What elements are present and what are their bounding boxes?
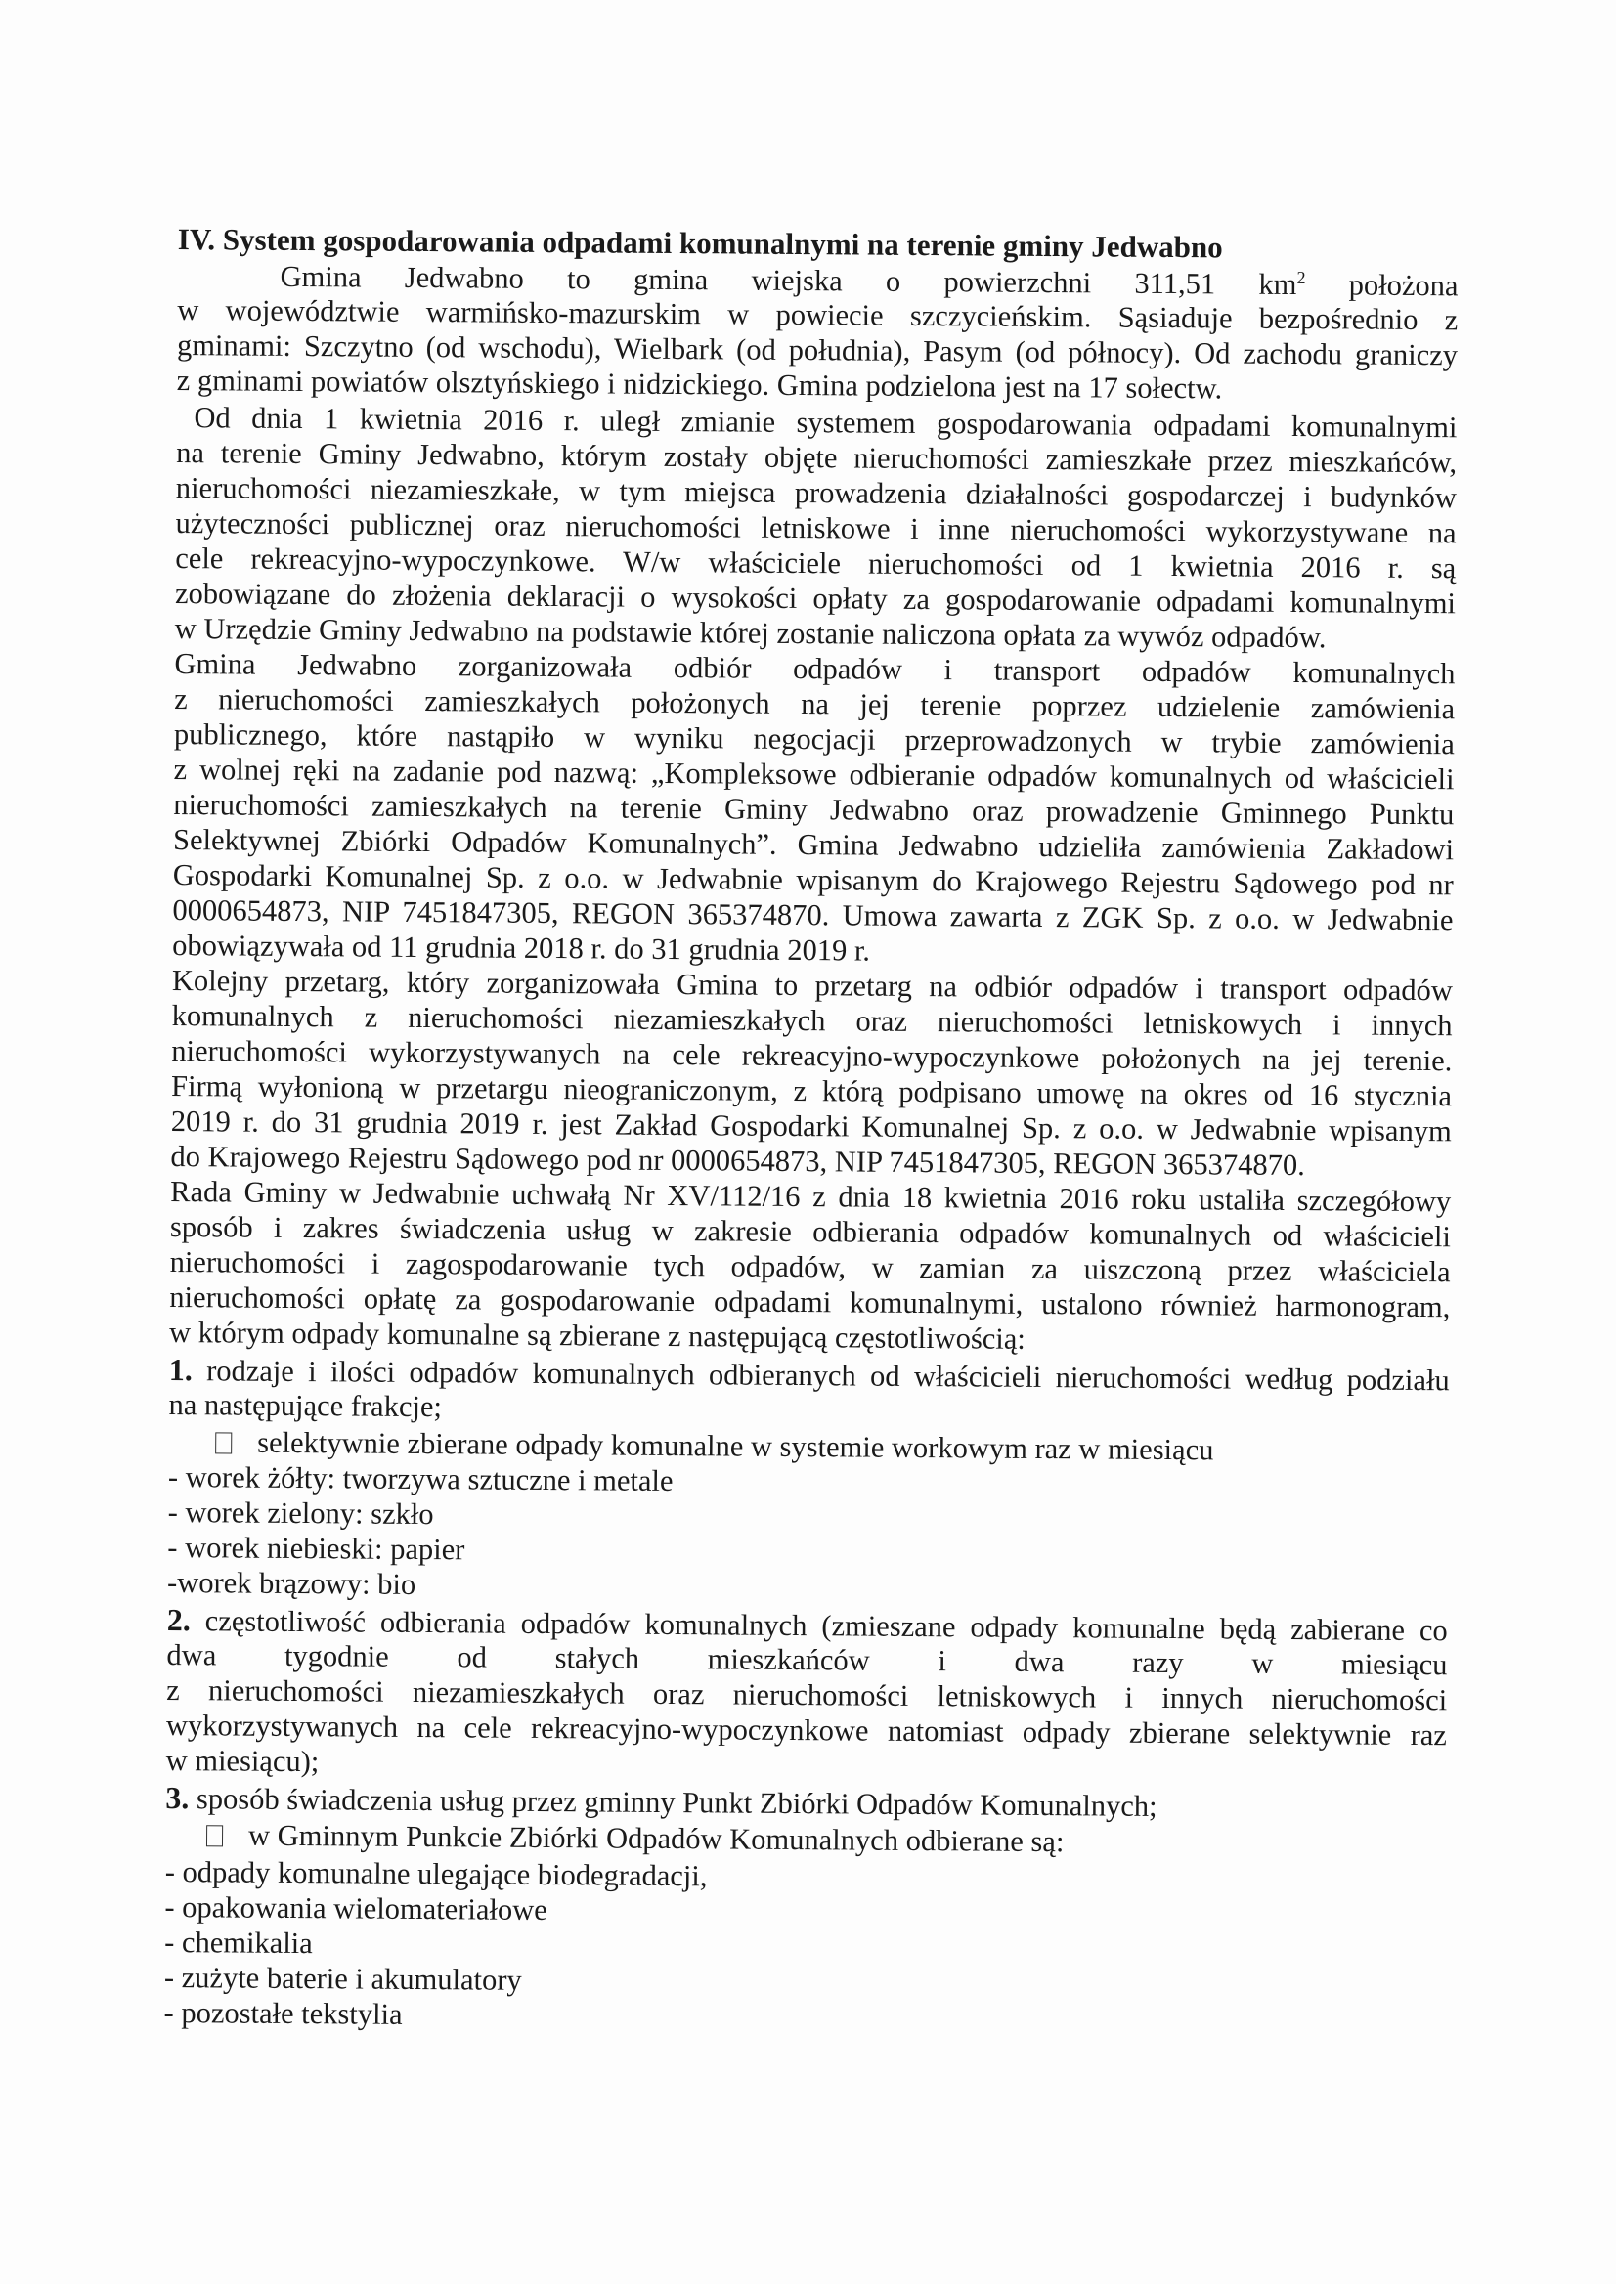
resolution-line: nieruchomości i zagospodarowanie tych odpadów, w zamian za uiszczoną przez właściciela [169, 1244, 1451, 1289]
collection-item: - odpady komunalne ulegające biodegradacji, [164, 1854, 708, 1893]
tender1-line: obowiązywała od 11 grudnia 2018 r. do 31 grudnia 2019 r. [172, 928, 871, 968]
section3-text: sposób świadczenia usług przez gminny Punkt Zbiórki Odpadów Komunalnych; [189, 1782, 1157, 1823]
checkbox-bullet-icon [206, 1825, 223, 1846]
collection-item: - zużyte baterie i akumulatory [163, 1960, 522, 1997]
section2-text: częstotliwość odbierania odpadów komunalnych (zmieszane odpady komunalne będą zabierane co [190, 1604, 1448, 1648]
system-line: nieruchomości niezamieszkałe, w tym miejsca prowadzenia działalności gospodarczej i budynków [175, 471, 1457, 515]
tender1-line: Gospodarki Komunalnej Sp. z o.o. w Jedwabnie wpisanym do Krajowego Rejestru Sądowego pod nr [172, 857, 1454, 902]
tender1-line: z nieruchomości zamieszkałych położonych na jej terenie poprzez udzielenie zamówienia [174, 682, 1456, 726]
system-line: na terenie Gminy Jedwabno, którym zostały objęte nieruchomości zamieszkałe przez mieszkańców, [176, 436, 1458, 480]
section3-number: 3. [165, 1779, 190, 1816]
tender2-line: Kolejny przetarg, który zorganizowała Gmina to przetarg na odbiór odpadów i transport odpadów [171, 963, 1454, 1008]
tender1-line: Selektywnej Zbiórki Odpadów Komunalnych”. Gmina Jedwabno udzieliła zamówienia Zakładowi [172, 822, 1455, 867]
tender2-line: nieruchomości wykorzystywanych na cele rekreacyjno-wypoczynkowe położonych na jej terenie. [171, 1033, 1453, 1078]
section2-line: wykorzystywanych na cele rekreacyjno-wypoczynkowe natomiast odpady zbierane selektywnie raz [165, 1708, 1448, 1753]
tender2-line: do Krajowego Rejestru Sądowego pod nr 0000654873, NIP 7451847305, REGON 365374870. [170, 1139, 1305, 1183]
section2-line: w miesiącu); [165, 1743, 320, 1779]
bullet-text: w Gminnym Punkcie Zbiórki Odpadów Komunalnych odbierane są: [247, 1818, 1065, 1859]
intro-line: w województwie warmińsko-mazurskim w powiecie szczycieńskim. Sąsiaduje bezpośrednio z [177, 293, 1459, 337]
section2-line: z nieruchomości niezamieszkałych oraz nieruchomości letniskowych i innych nieruchomości [166, 1672, 1448, 1717]
section3-first-line [165, 1781, 1446, 1825]
section2-number: 2. [166, 1601, 191, 1638]
system-line: cele rekreacyjno-wypoczynkowe. W/w właściciele nieruchomości od 1 kwietnia 2016 r. są [175, 542, 1457, 585]
resolution-line: w którym odpady komunalne są zbierane z następującą częstotliwością: [168, 1315, 1026, 1356]
collection-item: - pozostałe tekstylia [163, 1995, 403, 2031]
intro-line: z gminami powiatów olsztyńskiego i nidzickiego. Gmina podzielona jest na 17 sołectw. [176, 364, 1223, 406]
intro-text: Gmina Jedwabno to gmina wiejska o powierzchni 311,51 km [280, 259, 1297, 302]
tender1-line: nieruchomości zamieszkałych na terenie Gminy Jedwabno oraz prowadzenie Gminnego Punktu [173, 787, 1455, 832]
section1-number: 1. [168, 1351, 193, 1388]
resolution-line: Rada Gminy w Jedwabnie uchwałą Nr XV/112/16 z dnia 18 kwietnia 2016 roku ustaliła szczegółowy [170, 1174, 1452, 1219]
section1-line: na następujące frakcje; [168, 1387, 443, 1424]
bag-item: - worek żółty: tworzywa sztuczne i metale [167, 1459, 674, 1498]
resolution-line: nieruchomości opłatę za gospodarowanie odpadami komunalnymi, ustalono również harmonogram, [169, 1279, 1451, 1324]
intro-line: gminami: Szczytno (od wschodu), Wielbark (od południa), Pasym (od północy). Od zachodu graniczy [176, 328, 1459, 372]
checkbox-bullet-icon [215, 1432, 232, 1453]
system-line: w Urzędzie Gminy Jedwabno na podstawie której zostanie naliczona opłata za wywóz odpadów. [174, 612, 1327, 655]
bag-item: -worek brązowy: bio [166, 1565, 416, 1601]
tender2-line: komunalnych z nieruchomości niezamieszkałych oraz nieruchomości letniskowych i innych [171, 998, 1453, 1043]
system-line: użyteczności publicznej oraz nieruchomości letniskowe i inne nieruchomości wykorzystywane na [175, 506, 1457, 550]
bag-item: - worek niebieski: papier [167, 1530, 465, 1567]
bullet-text: selektywnie zbierane odpady komunalne w systemie workowym raz w miesiącu [257, 1425, 1214, 1467]
tender1-line: Gmina Jedwabno zorganizowała odbiór odpadów i transport odpadów komunalnych [174, 647, 1456, 691]
collection-item: - chemikalia [164, 1925, 313, 1961]
tender1-line: publicznego, które nastąpiło w wyniku negocjacji przeprowadzonych w trybie zamówienia [173, 717, 1456, 761]
tender2-line: 2019 r. do 31 grudnia 2019 r. jest Zakład Gospodarki Komunalnej Sp. z o.o. w Jedwabnie wpisanym [170, 1104, 1452, 1148]
tender2-line: Firmą wyłonioną w przetargu nieograniczonym, z którą podpisano umowę na okres od 16 stycznia [170, 1068, 1453, 1113]
section-heading: IV. System gospodarowania odpadami komunalnymi na terenie gminy Jedwabno [177, 222, 1223, 265]
system-line: zobowiązane do złożenia deklaracji o wysokości opłaty za gospodarowanie odpadami komunalnymi [174, 577, 1457, 621]
tender1-line: z wolnej ręki na zadanie pod nazwą: „Kompleksowe odbieranie odpadów komunalnych od właścicieli [173, 752, 1455, 797]
tender1-line: 0000654873, NIP 7451847305, REGON 365374870. Umowa zawarta z ZGK Sp. z o.o. w Jedwabnie [172, 892, 1454, 937]
section1-text: rodzaje i ilości odpadów komunalnych odbieranych od właścicieli nieruchomości według podziału [192, 1354, 1450, 1398]
section2-line: dwa tygodnie od stałych mieszkańców i dwa razy w miesiącu [166, 1637, 1448, 1682]
intro-text-end: położona [1305, 268, 1459, 303]
superscript: 2 [1296, 267, 1306, 287]
bag-item: - worek zielony: szkło [167, 1495, 434, 1532]
resolution-line: sposób i zakres świadczenia usług w zakresie odbierania odpadów komunalnych od właścicieli [169, 1209, 1452, 1254]
system-line: Od dnia 1 kwietnia 2016 r. uległ zmianie systemem gospodarowania odpadami komunalnymi [194, 401, 1458, 445]
collection-item: - opakowania wielomateriałowe [164, 1889, 547, 1928]
section3-bullet [165, 1818, 1487, 1862]
